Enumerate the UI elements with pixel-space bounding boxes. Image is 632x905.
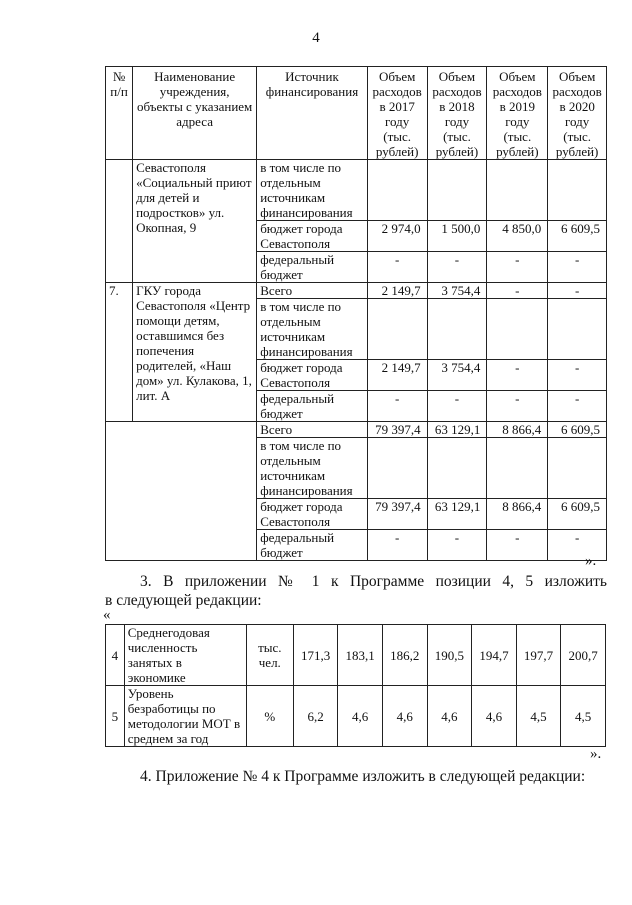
indicator-unit: % [246,686,293,747]
indicator-num: 5 [106,686,125,747]
value-2018: 63 129,1 [427,499,487,530]
source-cell: федеральный бюджет [257,530,368,561]
header-name: Наименование учреждения, объекты с указанием адреса [133,67,257,160]
header-2018: Объем расходов в 2018 году (тыс. рублей) [427,67,487,160]
indicator-value: 183,1 [338,625,383,686]
indicator-name: Среднегодовая численность занятых в экономике [124,625,246,686]
value-2017 [367,299,427,360]
indicator-value: 4,6 [338,686,383,747]
source-cell: федеральный бюджет [257,391,368,422]
table-header-row [106,67,607,160]
institution-name: ГКУ города Севастополя «Центр помощи детям, оставшимся без попечения родителей, «Наш дом» ул. Кулакова, 1, лит. А [133,283,257,422]
value-2018: 3 754,4 [427,283,487,299]
indicator-value: 4,6 [427,686,472,747]
value-2019: - [487,391,548,422]
value-2020: 6 609,5 [548,221,607,252]
source-cell: в том числе по отдельным источникам финансирования [257,438,368,499]
indicator-unit: тыс. чел. [246,625,293,686]
value-2019: - [487,283,548,299]
paragraph-3-continued: в следующей редакции: [105,592,262,609]
value-2017: 2 149,7 [367,283,427,299]
header-2020: Объем расходов в 2020 году (тыс. рублей) [548,67,607,160]
table-row [106,160,607,221]
value-2019: - [487,530,548,561]
value-2019: 8 866,4 [487,499,548,530]
value-2017 [367,160,427,221]
value-2018: - [427,530,487,561]
indicator-name: Уровень безработицы по методологии МОТ в среднем за год [124,686,246,747]
value-2020: - [548,360,607,391]
institution-name: Севастополя «Социальный приют для детей и подростков» ул. Окопная, 9 [133,160,257,283]
value-2017: - [367,530,427,561]
value-2019 [487,438,548,499]
value-2019: 4 850,0 [487,221,548,252]
value-2017: 79 397,4 [367,499,427,530]
value-2020: 6 609,5 [548,499,607,530]
value-2019: 8 866,4 [487,422,548,438]
indicator-num: 4 [106,625,125,686]
value-2018 [427,438,487,499]
header-source: Источник финансирования [257,67,368,160]
indicator-value: 4,5 [561,686,606,747]
indicators-table [105,624,606,747]
source-cell: бюджет города Севастополя [257,221,368,252]
value-2018 [427,160,487,221]
source-cell: федеральный бюджет [257,252,368,283]
header-2017: Объем расходов в 2017 году (тыс. рублей) [367,67,427,160]
quote-close-2: ». [590,746,602,762]
value-2020: - [548,252,607,283]
indicator-value: 4,6 [382,686,427,747]
value-2018: 3 754,4 [427,360,487,391]
indicator-value: 4,5 [516,686,561,747]
value-2018: 63 129,1 [427,422,487,438]
indicator-value: 186,2 [382,625,427,686]
source-cell: Всего [257,283,368,299]
value-2020: - [548,283,607,299]
value-2020 [548,438,607,499]
value-2019 [487,160,548,221]
value-2018: - [427,391,487,422]
indicator-value: 171,3 [293,625,338,686]
table-row [106,283,607,299]
paragraph-3: 3. В приложении № 1 к Программе позиции 4, 5 изложить [140,573,607,590]
value-2017: 2 149,7 [367,360,427,391]
value-2019: - [487,360,548,391]
header-num: № п/п [106,67,133,160]
row-num-cell: 7. [106,283,133,422]
value-2017: 2 974,0 [367,221,427,252]
value-2017: - [367,252,427,283]
value-2019: - [487,252,548,283]
quote-open: « [103,607,111,623]
header-2019: Объем расходов в 2019 году (тыс. рублей) [487,67,548,160]
indicator-value: 6,2 [293,686,338,747]
value-2020: - [548,391,607,422]
row-num-cell [106,160,133,283]
financing-table [105,66,607,561]
value-2020: 6 609,5 [548,422,607,438]
indicator-value: 197,7 [516,625,561,686]
table-row [106,686,606,747]
source-cell: Всего [257,422,368,438]
value-2017: 79 397,4 [367,422,427,438]
source-cell: бюджет города Севастополя [257,499,368,530]
indicator-value: 194,7 [472,625,517,686]
value-2020 [548,160,607,221]
value-2020 [548,299,607,360]
totals-blank-cell [106,422,257,561]
value-2018: - [427,252,487,283]
value-2018: 1 500,0 [427,221,487,252]
indicator-value: 190,5 [427,625,472,686]
value-2017: - [367,391,427,422]
value-2018 [427,299,487,360]
table-row [106,422,607,438]
quote-close-1: ». [585,553,597,569]
paragraph-4: 4. Приложение № 4 к Программе изложить в следующей редакции: [140,768,586,785]
page-number: 4 [312,30,320,46]
indicator-value: 4,6 [472,686,517,747]
source-cell: в том числе по отдельным источникам финансирования [257,299,368,360]
value-2019 [487,299,548,360]
value-2017 [367,438,427,499]
source-cell: в том числе по отдельным источникам финансирования [257,160,368,221]
indicator-value: 200,7 [561,625,606,686]
value-2020: - [548,530,607,561]
source-cell: бюджет города Севастополя [257,360,368,391]
table-row [106,625,606,686]
